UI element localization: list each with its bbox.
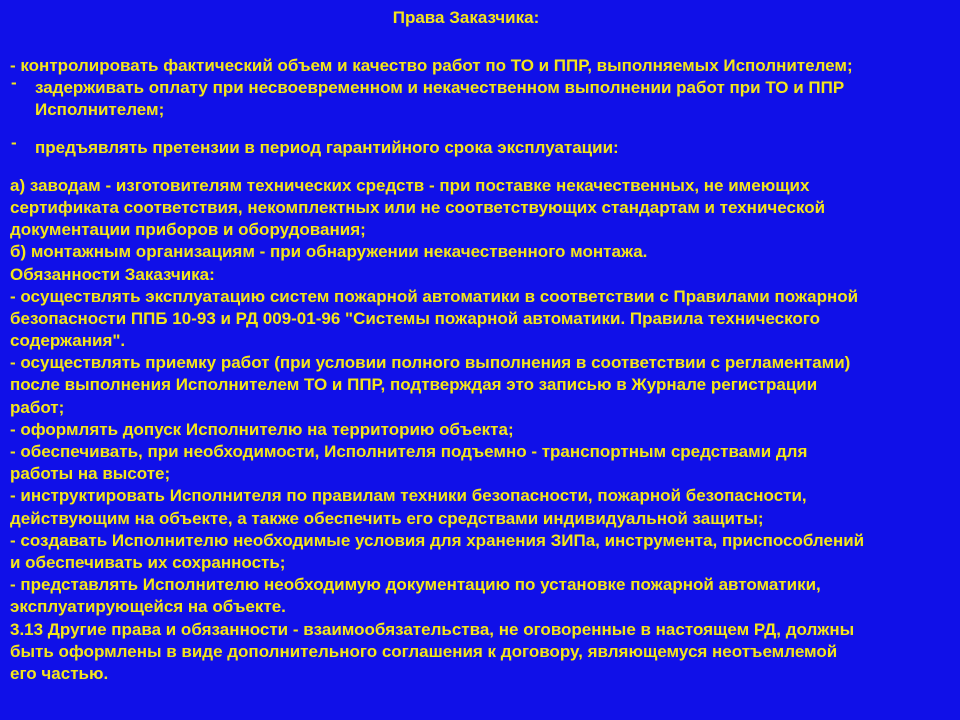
body-line: а) заводам - изготовителям технических средств - при поставке некачественных, не имеющих <box>10 175 810 195</box>
body-line: сертификата соответствия, некомплектных или не соответствующих стандартам и технической <box>10 197 826 217</box>
body-line: и обеспечивать их сохранность; <box>10 552 286 572</box>
body-line: работы на высоте; <box>10 464 171 484</box>
rights-item-payment <box>10 73 952 121</box>
bullet-marker: - <box>11 132 17 152</box>
body-line: - осуществлять приемку работ (при условии полного выполнения в соответствии с регламентами) <box>10 353 851 373</box>
rights-item-control: - контролировать фактический объем и качество работ по ТО и ППР, выполняемых Исполнителем; <box>10 56 853 75</box>
rights-item-claims <box>10 132 952 159</box>
body-line: б) монтажным организациям - при обнаружении некачественного монтажа. <box>10 242 648 262</box>
body-line: - инструктировать Исполнителя по правилам техники безопасности, пожарной безопасности, <box>10 486 807 506</box>
body-line: после выполнения Исполнителем ТО и ППР, подтверждая это записью в Журнале регистрации <box>10 375 818 395</box>
body-line: работ; <box>10 397 65 417</box>
rights-item-claims-line1: предъявлять претензии в период гарантийного срока эксплуатации: <box>35 137 619 157</box>
body-line: содержания". <box>10 331 126 351</box>
rights-item-payment-line2: Исполнителем; <box>35 100 165 120</box>
body-line: - представлять Исполнителю необходимую документацию по установке пожарной автоматики, <box>10 575 821 595</box>
bullet-marker: - <box>11 73 17 93</box>
body-line: его частью. <box>10 663 109 683</box>
body-line: - осуществлять эксплуатацию систем пожарной автоматики в соответствии с Правилами пожарной <box>10 286 859 306</box>
rights-item-payment-line1: задерживать оплату при несвоевременном и некачественном выполнении работ при ТО и ППР <box>35 78 845 98</box>
body-line: документации приборов и оборудования; <box>10 220 366 240</box>
body-line: - создавать Исполнителю необходимые условия для хранения ЗИПа, инструмента, приспособлений <box>10 530 865 550</box>
duties-heading: Обязанности Заказчика: <box>10 264 215 284</box>
body-line: - обеспечивать, при необходимости, Исполнителя подъемно - транспортным средствами для <box>10 442 808 461</box>
body-line: быть оформлены в виде дополнительного соглашения к договору, являющемуся неотъемлемой <box>10 641 838 661</box>
body-line: 3.13 Другие права и обязанности - взаимообязательства, не оговоренные в настоящем РД, должны <box>10 619 855 639</box>
slide-title: Права Заказчика: <box>392 8 540 27</box>
body-line: действующим на объекте, а также обеспечить его средствами индивидуальной защиты; <box>10 508 764 528</box>
spacer <box>10 122 952 137</box>
body-line: эксплуатирующейся на объекте. <box>10 597 286 617</box>
body-text <box>10 175 952 685</box>
body-line: безопасности ППБ 10-93 и РД 009-01-96 "Системы пожарной автоматики. Правила технического <box>10 308 821 328</box>
spacer <box>10 159 952 175</box>
body-line: - оформлять допуск Исполнителю на территорию объекта; <box>10 419 514 439</box>
